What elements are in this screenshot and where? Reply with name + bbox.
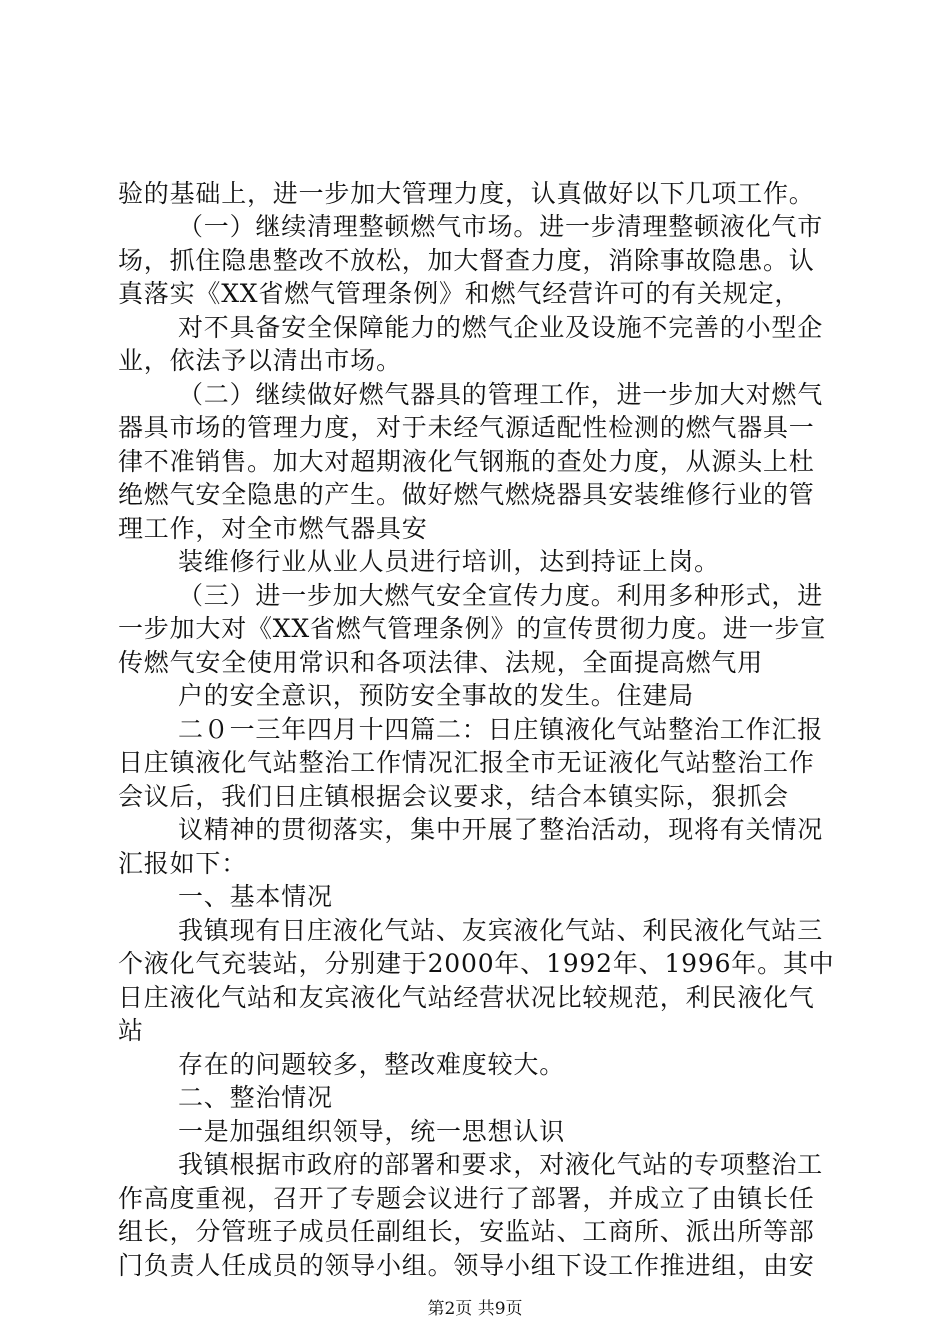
text-line: 个液化气充装站，分别建于2000年、1992年、1996年。其中 — [118, 949, 835, 978]
text-line: 二０一三年四月十四篇二：日庄镇液化气站整治工作汇报 — [178, 715, 824, 744]
section-heading: 二、整治情况 — [178, 1083, 333, 1112]
subsection-heading: 一是加强组织领导，统一思想认识 — [178, 1117, 566, 1146]
text-line: 我镇现有日庄液化气站、友宾液化气站、利民液化气站三 — [178, 916, 824, 945]
section-heading: 一、基本情况 — [178, 882, 333, 911]
text-line: 组长，分管班子成员任副组长，安监站、工商所、派出所等部 — [118, 1217, 815, 1246]
text-line: 验的基础上，进一步加大管理力度，认真做好以下几项工作。 — [118, 179, 815, 208]
text-line: 真落实《XX省燃气管理条例》和燃气经营许可的有关规定， — [118, 279, 801, 308]
text-line: 一步加大对《XX省燃气管理条例》的宣传贯彻力度。进一步宣 — [118, 614, 826, 643]
text-line: 律不准销售。加大对超期液化气钢瓶的查处力度，从源头上杜 — [118, 447, 815, 476]
text-line: 日庄镇液化气站整治工作情况汇报全市无证液化气站整治工作 — [118, 748, 815, 777]
text-line: 传燃气安全使用常识和各项法律、法规，全面提高燃气用 — [118, 648, 764, 677]
text-line: 业，依法予以清出市场。 — [118, 346, 402, 375]
text-line: 理工作，对全市燃气器具安 — [118, 514, 428, 543]
text-line: 会议后，我们日庄镇根据会议要求，结合本镇实际，狠抓会 — [118, 782, 789, 811]
text-line: 议精神的贯彻落实，集中开展了整治活动，现将有关情况 — [178, 815, 824, 844]
text-line: （二）继续做好燃气器具的管理工作，进一步加大对燃气 — [178, 380, 824, 409]
text-line: 绝燃气安全隐患的产生。做好燃气燃烧器具安装维修行业的管 — [118, 480, 815, 509]
text-line: （一）继续清理整顿燃气市场。进一步清理整顿液化气市 — [178, 212, 824, 241]
text-line: 汇报如下： — [118, 849, 248, 878]
text-line: （三）进一步加大燃气安全宣传力度。利用多种形式，进 — [178, 581, 824, 610]
text-line: 门负责人任成员的领导小组。领导小组下设工作推进组，由安 — [118, 1251, 815, 1280]
text-line: 作高度重视，召开了专题会议进行了部署，并成立了由镇长任 — [118, 1184, 815, 1213]
text-line: 户的安全意识，预防安全事故的发生。住建局 — [178, 681, 695, 710]
text-line: 场，抓住隐患整改不放松，加大督查力度，消除事故隐患。认 — [118, 246, 815, 275]
text-line: 站 — [118, 1016, 144, 1045]
text-line: 器具市场的管理力度，对于未经气源适配性检测的燃气器具一 — [118, 413, 815, 442]
text-line: 我镇根据市政府的部署和要求，对液化气站的专项整治工 — [178, 1150, 824, 1179]
text-line: 装维修行业从业人员进行培训，达到持证上岗。 — [178, 547, 720, 576]
text-line: 存在的问题较多，整改难度较大。 — [178, 1050, 566, 1079]
text-line: 对不具备安全保障能力的燃气企业及设施不完善的小型企 — [178, 313, 824, 342]
page-number: 第2页 共9页 — [427, 1299, 523, 1319]
text-line: 日庄液化气站和友宾液化气站经营状况比较规范，利民液化气 — [118, 983, 815, 1012]
